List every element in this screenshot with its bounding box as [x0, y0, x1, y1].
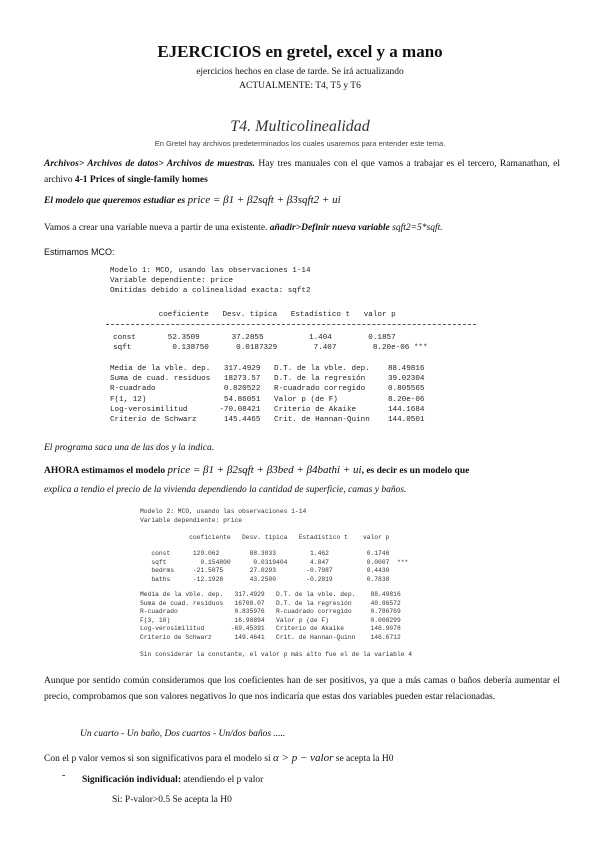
model-2-line [44, 462, 560, 479]
stat-row: Criterio de Schwarz 149.4641 Crit. de Hannan-Quinn 146.6712 [140, 633, 401, 641]
output-1-stats [110, 364, 424, 425]
table-divider [106, 324, 476, 325]
bullet-label: Significación individual: [82, 775, 181, 785]
intro-text: Hay tres manuales con el que vamos a trabajar es el tercero, Ramanathan, el archivo [44, 159, 560, 185]
model-2-tail: , es decir es un modelo que [361, 466, 470, 476]
model-2-equation: price = β1 + β2sqft + β3bed + β4bathi + ui [167, 464, 362, 476]
model-1-label: El modelo que queremos estudiar es [44, 196, 188, 206]
output-2-columns: coeficiente Desv. típica Estadístico t valor p [140, 534, 390, 541]
table-row: sqft 0.154800 0.0319404 4.847 0.0007 *** [140, 558, 409, 566]
page-title: EJERCICIOS en gretel, excel y a mano [157, 42, 443, 61]
output-line: Variable dependiente: price [110, 277, 234, 286]
output-1-header [110, 266, 311, 297]
output-line: Modelo 2: MCO, usando las observaciones 1-14 [140, 508, 307, 515]
pvalue-condition: α > p − valor [273, 752, 334, 764]
output-2-footer: Sin considerar la constante, el valor p más alto fue el de la variable 4 [140, 651, 413, 658]
stat-row: Log-verosimilitud -69.45391 Criterio de Akaike 146.9078 [140, 625, 401, 633]
model-2-description: explica a tendio el precio de la vivienda dependiendo la cantidad de superficie, camas y baños. [44, 485, 407, 495]
output-2-rows [140, 550, 408, 584]
table-row: const 129.062 88.3033 1.462 0.1746 [140, 550, 390, 557]
stat-row: Media de la vble. dep. 317.4929 D.T. de la vble. dep. 88.49816 [110, 365, 425, 373]
discussion-paragraph: Aunque por sentido común consideramos que los coeficientes han de ser positivos, ya que a más camas o baños debería aumentar el precio, comprobamos que son valores negativos lo que nos indicaría que estas dos variables pueden estar relacionadas. [44, 676, 560, 702]
model-1-line [44, 192, 560, 209]
model-1-equation: price = β1 + β2sqft + β3sqft2 + ui [187, 194, 341, 206]
stat-row: F(3, 10) 16.98894 Valor p (de F) 0.000299 [140, 616, 401, 624]
menu-path: Archivos> Archivos de datos> Archivos de muestras. [44, 159, 256, 169]
new-variable-line [44, 220, 560, 236]
bullet-text: atendiendo el p valor [181, 775, 264, 785]
output-2-stats [140, 591, 401, 643]
output-1-rows [104, 333, 428, 353]
output-2-header [140, 508, 306, 525]
stat-row: Log-verosimilitud -70.08421 Criterio de Akaike 144.1684 [110, 405, 425, 414]
table-row: sqft 0.138750 0.0187329 7.407 8.20e-06 *** [104, 344, 428, 353]
intro-paragraph [44, 156, 560, 188]
stat-row: F(1, 12) 54.86051 Valor p (de F) 8.20e-06 [110, 395, 425, 404]
stat-row: R-cuadrado 0.835976 R-cuadrado corregido 0.786769 [140, 608, 401, 616]
output-line: Variable dependiente: price [140, 516, 243, 524]
rule-line: Si: P-valor>0.5 Se acepta la H0 [112, 795, 232, 805]
table-row: bedrms -21.5875 27.0293 -0.7987 0.4430 [140, 567, 390, 575]
stat-row: Criterio de Schwarz 145.4465 Crit. de Hannan-Quinn 144.0501 [110, 416, 425, 425]
new-variable-formula: sqft2=5*sqft. [389, 223, 443, 233]
pvalue-tail: se acepta la H0 [333, 754, 394, 764]
new-variable-menu: añadir>Definir nueva variable [269, 223, 390, 233]
status-line: ACTUALMENTE: T4, T5 y T6 [239, 81, 361, 91]
section-heading: T4. Multicolinealidad [230, 118, 370, 135]
stat-row: Media de la vble. dep. 317.4929 D.T. de la vble. dep. 88.49816 [140, 591, 401, 598]
output-1-columns: coeficiente Desv. típica Estadístico t valor p [104, 311, 396, 319]
estimate-label: Estimamos MCO: [44, 247, 115, 257]
pvalue-line [44, 750, 560, 767]
pvalue-text: Con el p valor vemos si son significativos para el modelo si [44, 754, 274, 764]
model-2-label: AHORA estimamos el modelo [44, 466, 168, 476]
new-variable-text: Vamos a crear una variable nueva a partir de una existente. [44, 223, 270, 233]
table-row: baths -12.1928 43.2500 -0.2819 0.7838 [140, 575, 390, 583]
stat-row: R-cuadrado 0.820522 R-cuadrado corregido 0.805565 [110, 385, 425, 394]
bullet-marker: - [62, 770, 66, 781]
page-subtitle: ejercicios hechos en clase de tarde. Se irá actualizando [196, 67, 404, 77]
program-note: El programa saca una de las dos y la indica. [44, 443, 215, 453]
stat-row: Suma de cuad. residuos 16700.07 D.T. de la regresión 40.86572 [140, 599, 401, 607]
stat-row: Suma de cuad. residuos 18273.57 D.T. de la regresión 39.02304 [110, 375, 425, 384]
table-row: const 52.3509 37.2855 1.404 0.1857 [104, 334, 396, 342]
output-line: Modelo 1: MCO, usando las observaciones 1-14 [110, 267, 311, 275]
bullet-item [82, 772, 560, 788]
section-note: En Gretel hay archivos predeterminados los cuales usaremos para entender este tema. [154, 139, 446, 148]
dataset-name: 4-1 Prices of single-family homes [74, 175, 208, 185]
output-line: Omitidas debido a colinealidad exacta: sqft2 [110, 287, 311, 296]
example-line: Un cuarto - Un baño, Dos cuartos - Un/dos baños ..... [80, 729, 286, 739]
